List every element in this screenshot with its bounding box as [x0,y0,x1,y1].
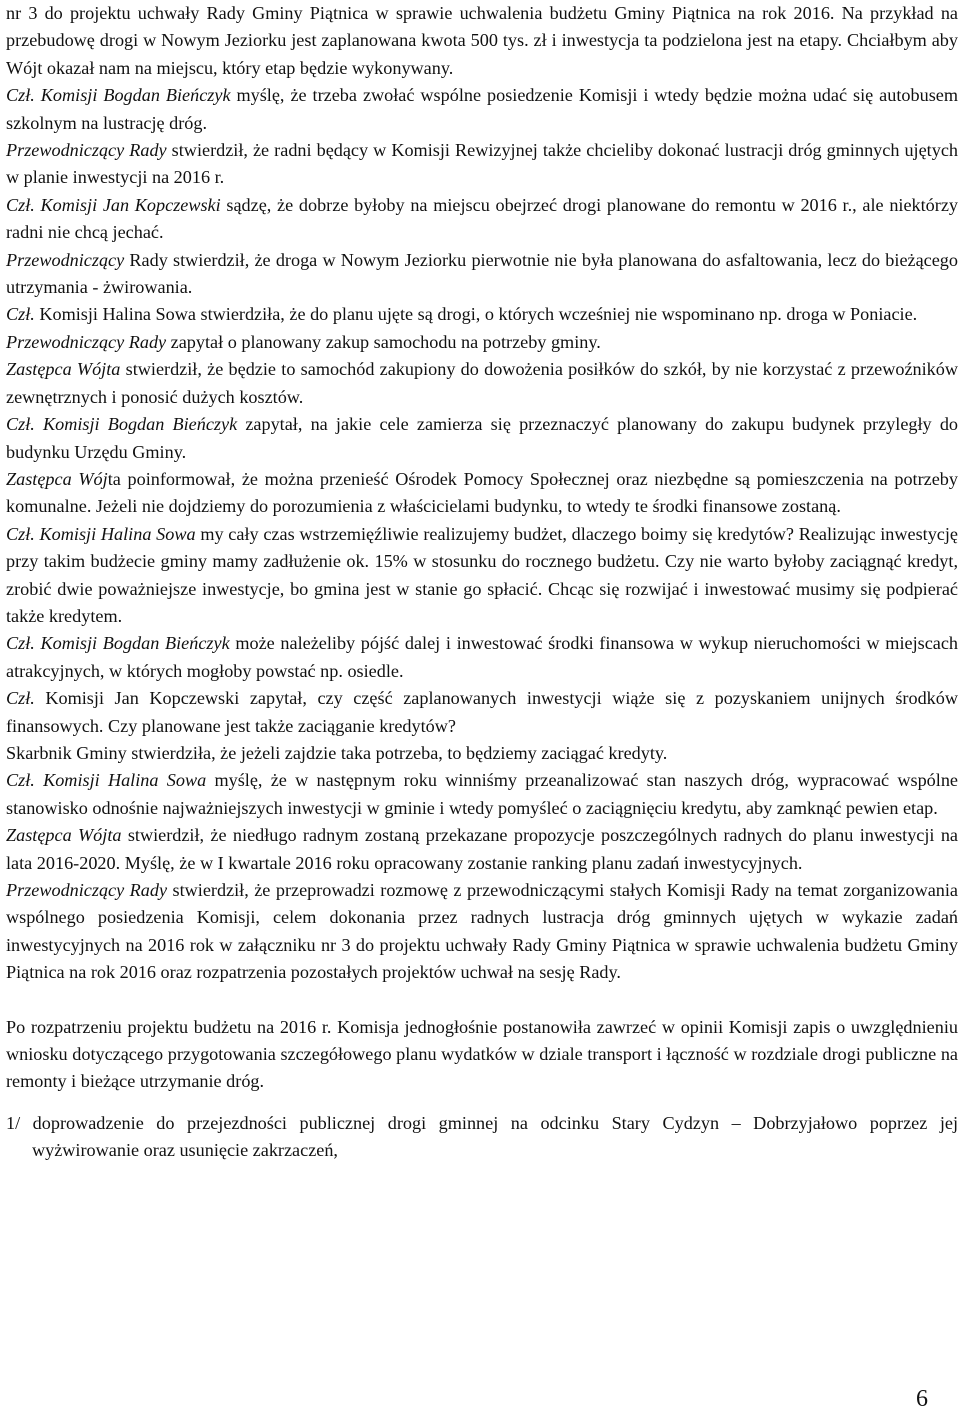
paragraph [6,822,958,877]
paragraph-text: Skarbnik Gminy stwierdziła, że jeżeli zajdzie taka potrzeba, to będziemy zaciągać kredyty. [6,742,668,763]
paragraph [6,137,958,192]
paragraph [6,466,958,521]
paragraph-text: Rady stwierdził, że droga w Nowym Jeziorku pierwotnie nie była planowana do asfaltowania, lecz do bieżącego utrzymania - żwirowania. [6,249,958,298]
speaker: Zastępca Wójta [6,825,122,846]
paragraph [6,0,958,82]
paragraph-text: my cały czas wstrzemięźliwie realizujemy budżet, dlaczego boimy się kredytów? Realizując inwestycję przy takim budżecie gminy mamy zadłużenie ok. 15% w stosunku do rocznego budżetu. Czy nie warto byłoby zaciągnąć kredyt, zrobić dwie poważniejsze inwestycje, bo gmina jest w stanie go spłacić. Chcąc się rozwijać i inwestować musimy się podpierać także kredytem. [6,523,958,626]
speaker: Czł. Komisji Bogdan Bieńczyk [6,633,230,654]
paragraph [6,411,958,466]
document-body [6,0,958,1165]
paragraph-text: zapytał, na jakie cele zamierza się przeznaczyć planowany do zakupu budynek przyległy do budynku Urzędu Gminy. [6,414,959,462]
paragraph-text: nr 3 do projektu uchwały Rady Gminy Piątnica w sprawie uchwalenia budżetu Gminy Piątnica na rok 2016. Na przykład na przebudowę drogi w Nowym Jeziorku jest zaplanowana kwota 500 tys. zł i inwestycja ta podzielona jest na etapy. Chciałbym aby Wójt okazał nam na miejscu, który etap będzie wykonywany. [6,3,958,78]
paragraph [6,192,958,247]
paragraph-text: myślę, że trzeba zwołać wspólne posiedzenie Komisji i wtedy będzie można udać się autobusem szkolnym na lustrację dróg. [6,85,958,133]
paragraph [6,247,958,302]
list-item: 1/ doprowadzenie do przejezdności publicznej drogi gminnej na odcinku Stary Cydzyn – Dobrzyjałowo poprzez jej wyżwirowanie oraz usunięcie zakrzaczeń, [6,1112,958,1161]
speaker: Zastępca Wój [6,468,108,489]
conclusion-paragraph: Po rozpatrzeniu projektu budżetu na 2016 r. Komisja jednogłośnie postanowiła zawrzeć w opinii Komisji zapis o uwzględnieniu wniosku dotyczącego przygotowania szczegółowego planu wydatków w dziale transport i łączność w rozdziale drogi publiczne na remonty i bieżące utrzymanie dróg. [6,1016,958,1092]
paragraph-text: stwierdził, że będzie to samochód zakupiony do dowożenia posiłków do szkół, by nie korzystać z przewoźników zewnętrznych i ponosić dużych kosztów. [6,359,958,407]
speaker: Przewodniczący [6,249,125,270]
paragraph [6,521,958,631]
paragraph [6,767,958,822]
page-number: 6 [916,1386,928,1412]
paragraph [6,301,958,328]
paragraph [6,82,958,137]
paragraph [6,630,958,685]
paragraph-text: Komisji Jan Kopczewski zapytał, czy część zaplanowanych inwestycji wiąże się z pozyskaniem unijnych środków finansowych. Czy planowane jest także zaciąganie kredytów? [6,688,958,736]
speaker: Czł. [6,688,35,709]
speaker: Czł. Komisji Bogdan Bieńczyk [6,85,231,106]
speaker: Czł. Komisji Bogdan Bieńczyk [6,414,238,435]
speaker: Przewodniczący Rady [6,331,167,352]
speaker: Zastępca Wójta [6,359,121,380]
paragraph-text: ta poinformował, że można przenieść Ośrodek Pomocy Społecznej oraz niezbędne są pomieszczenia na potrzeby komunalne. Jeżeli nie dojdziemy do porozumienia z właścicielami budynku, to wtedy te środki finansowe zostaną. [6,468,958,517]
paragraph [6,877,958,987]
paragraph-text: Komisji Halina Sowa stwierdziła, że do planu ujęte są drogi, o których wcześniej nie wspominano np. droga w Poniacie. [34,304,918,325]
paragraph-text: zapytał o planowany zakup samochodu na potrzeby gminy. [166,331,601,352]
speaker: Przewodniczący Rady [6,880,168,900]
paragraph-text: sądzę, że dobrze byłoby na miejscu obejrzeć drogi planowane do remontu w 2016 r., ale niektórzy radni nie chcą jechać. [6,194,958,243]
speaker: Czł. Komisji Halina Sowa [6,523,196,544]
speaker: Czł. Komisji Halina Sowa [6,770,207,791]
paragraph-text: stwierdził, że niedługo radnym zostaną przekazane propozycje poszczególnych radnych do planu inwestycji na lata 2016-2020. Myślę, że w I kwartale 2016 roku opracowany zostanie ranking planu zadań inwestycyjnych. [6,825,958,873]
paragraph [6,356,958,411]
speaker: Czł. Komisji Jan Kopczewski [6,194,221,215]
speaker: Czł. [6,304,35,325]
paragraph [6,685,958,740]
paragraph-text: może należeliby pójść dalej i inwestować środki finansowa w wykup nieruchomości w miejscach atrakcyjnych, w których mogłoby powstać np. osiedle. [6,633,959,681]
paragraph-text: myślę, że w następnym roku winniśmy przeanalizować stan naszych dróg, wypracować wspólne stanowisko odnośnie najważniejszych inwestycji w gminie i wtedy pomyśleć o zaciągnięciu kredytu, aby zamknąć pewien etap. [6,770,958,818]
speaker: Przewodniczący Rady [6,140,167,161]
paragraph-text: stwierdził, że przeprowadzi rozmowę z przewodniczącymi stałych Komisji Rady na temat zorganizowania wspólnego posiedzenia Komisji, celem dokonania przez radnych lustracja dróg gminnych ujętych w wykazie zadań inwestycyjnych na 2016 rok w załączniku nr 3 do projektu uchwały Rady Gminy Piątnica w sprawie uchwalenia budżetu Gminy Piątnica na rok 2016 oraz rozpatrzenia pozostałych projektów uchwał na sesję Rady. [6,880,958,983]
paragraph [6,329,958,356]
paragraph-text: stwierdził, że radni będący w Komisji Rewizyjnej także chcieliby dokonać lustracji dróg gminnych ujętych w planie inwestycji na 2016 r. [6,140,958,188]
paragraph [6,740,958,767]
